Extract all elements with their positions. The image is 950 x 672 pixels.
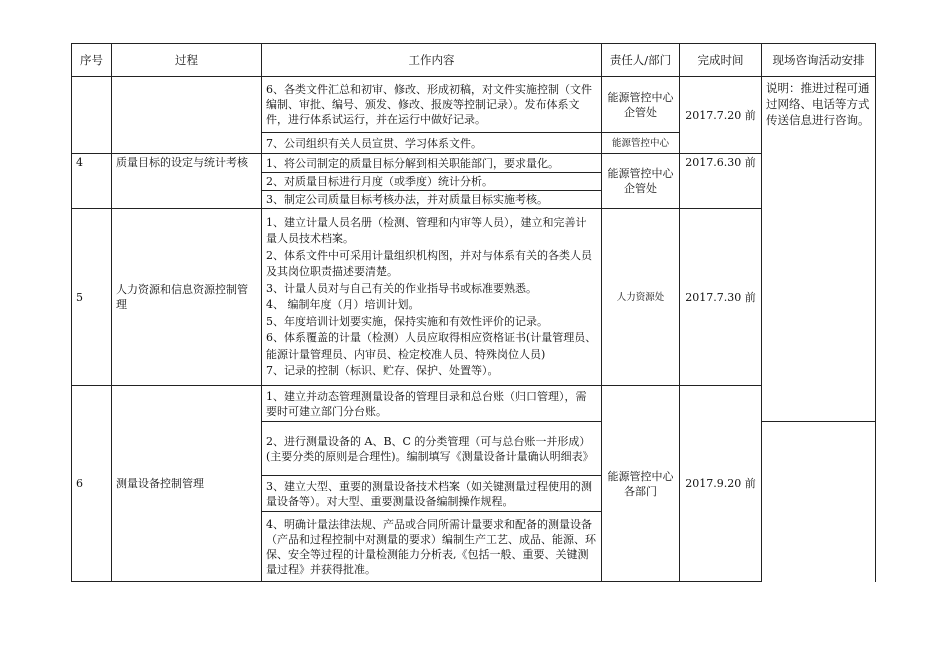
table-row (72, 154, 876, 173)
row6-deadline: 2017.9.20 前 (680, 386, 762, 582)
row6-owner: 能源管控中心各部门 (602, 386, 680, 582)
row4-item-1: 1、将公司制定的质量目标分解到相关职能部门，要求量化。 (262, 154, 602, 173)
work-plan-table (71, 43, 876, 582)
cont-seq-cell (72, 77, 112, 154)
row4-seq: 4 (72, 154, 112, 209)
header-content: 工作内容 (262, 44, 602, 77)
row4-process: 质量目标的设定与统计考核 (112, 154, 262, 209)
cont-item-7: 7、公司组织有关人员宣贯、学习体系文件。 (262, 133, 602, 154)
header-deadline: 完成时间 (680, 44, 762, 77)
row5-process: 人力资源和信息资源控制管理 (112, 209, 262, 386)
row4-owner: 能源管控中心企管处 (602, 154, 680, 209)
row4-item-3: 3、制定公司质量目标考核办法，并对质量目标实施考核。 (262, 191, 602, 209)
table-row (72, 209, 876, 386)
row4-item-2: 2、对质量目标进行月度（或季度）统计分析。 (262, 173, 602, 191)
table-row (72, 77, 876, 133)
row6-process: 测量设备控制管理 (112, 386, 262, 582)
cont-owner-1: 能源管控中心企管处 (602, 77, 680, 133)
row6-item-1: 1、建立并动态管理测量设备的管理目录和总台账（归口管理），需要时可建立部门分台账。 (262, 386, 602, 422)
cont-process-cell (112, 77, 262, 154)
table-header-row (72, 44, 876, 77)
row4-deadline: 2017.6.30 前 (680, 154, 762, 209)
consult-note: 说明：推进过程可通过网络、电话等方式传送信息进行咨询。 (762, 77, 876, 422)
row6-item-2: 2、进行测量设备的 A、B、C 的分类管理（可与总台账一并形成）(主要分类的原则是合理性)。编制填写《测量设备计量确认明细表》 (262, 422, 602, 476)
row5-deadline: 2017.7.30 前 (680, 209, 762, 386)
cont-deadline: 2017.7.20 前 (680, 77, 762, 154)
row6-seq: 6 (72, 386, 112, 582)
cont-owner-2: 能源管控中心 (602, 133, 680, 154)
header-consult: 现场咨询活动安排 (762, 44, 876, 77)
header-process: 过程 (112, 44, 262, 77)
table-row (72, 386, 876, 422)
row6-item-4: 4、明确计量法律法规、产品或合同所需计量要求和配备的测量设备（产品和过程控制中对测量的要求）编制生产工艺、成品、能源、环保、安全等过程的计量检测能力分析表,《包括一般、重要、关键测量过程》并获得批准。 (262, 512, 602, 582)
row5-seq: 5 (72, 209, 112, 386)
row5-owner: 人力资源处 (602, 209, 680, 386)
header-owner: 责任人/部门 (602, 44, 680, 77)
header-seq: 序号 (72, 44, 112, 77)
row5-content: 1、建立计量人员名册（检测、管理和内审等人员），建立和完善计量人员技术档案。 2、体系文件中可采用计量组织机构图，并对与体系有关的各类人员及其岗位职责描述要清楚。 3、计量人员对与自己有关的作业指导书或标准要熟悉。 4、 编制年度（月）培训计划。 5、年度培训计划要实施，保持实施和有效性评价的记录。 6、体系覆盖的计量（检测）人员应取得相应资格证书(计量管理员、能源计量管理员、内审员、检定校准人员、特殊岗位人员) 7、记录的控制（标识、贮存、保护、处置等）。 (262, 209, 602, 386)
row6-item-3: 3、建立大型、重要的测量设备技术档案（如关键测量过程使用的测量设备等）。对大型、重要测量设备编制操作规程。 (262, 476, 602, 512)
cont-item-6: 6、各类文件汇总和初审、修改、形成初稿，对文件实施控制（文件编制、审批、编号、颁发、修改、报废等控制记录）。发布体系文件，进行体系试运行，并在运行中做好记录。 (262, 77, 602, 133)
